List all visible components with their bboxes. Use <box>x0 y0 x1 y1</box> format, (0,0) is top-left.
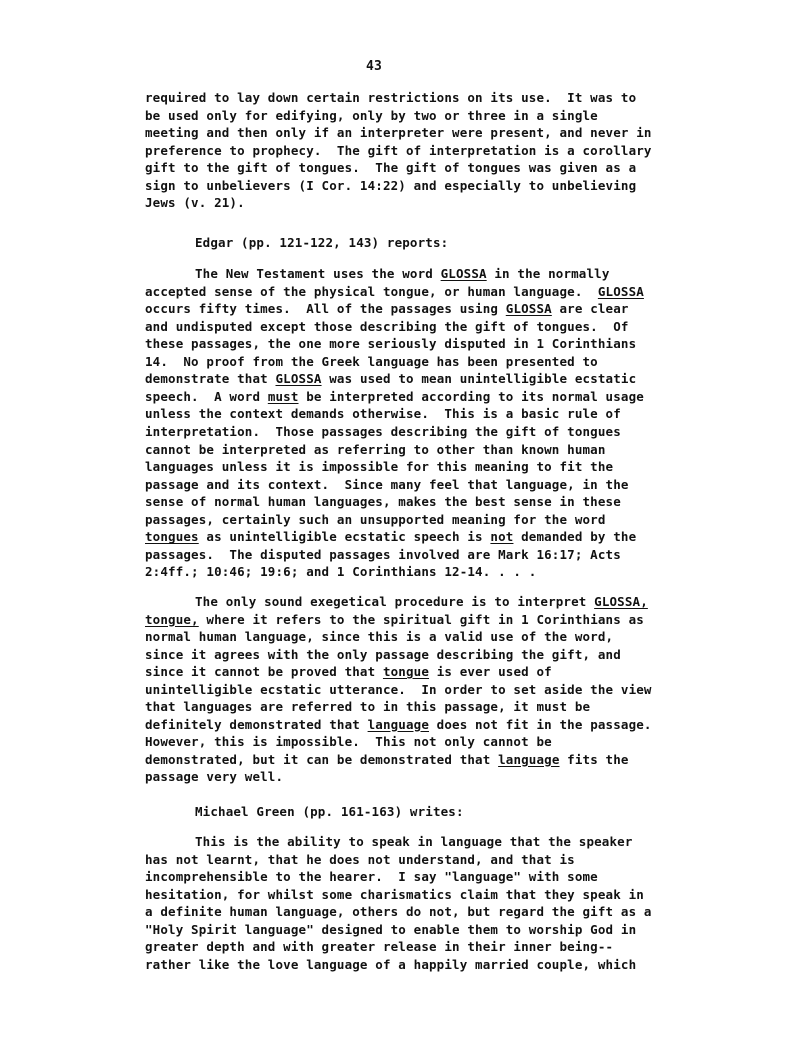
quote-edgar-1-line <box>145 461 613 474</box>
text-run: The only sound exegetical procedure is to interpret <box>195 594 595 609</box>
text-run: demonstrated, but it can be demonstrated that <box>145 751 499 767</box>
quote-green-line <box>145 921 637 937</box>
underlined-term: must <box>267 388 299 404</box>
text-run: sign to unbelievers (I Cor. 14:22) and especially to unbelieving <box>145 177 637 193</box>
text-run: speech. A word <box>145 388 268 404</box>
text-run: 2:4ff.; 10:46; 19:6; and 1 Corinthians 12-14. . . . <box>145 564 537 580</box>
quote-edgar-1-line <box>145 318 629 334</box>
quote-edgar-1-line <box>145 353 598 369</box>
text-run: "Holy Spirit language" designed to enable them to worship God in <box>145 921 637 937</box>
text-run: and undisputed except those describing the gift of tongues. Of <box>145 318 629 334</box>
underlined-term: GLOSSA <box>440 266 487 281</box>
text-run: rather like the love language of a happily married couple, which <box>145 956 637 972</box>
quote-edgar-1-line <box>145 303 629 316</box>
quote-edgar-2-line <box>145 771 283 784</box>
text-run: these passages, the one more seriously disputed in 1 Corinthians <box>145 336 637 352</box>
quote-edgar-2-line <box>145 751 629 767</box>
text-run: passage and its context. Since many feel that language, in the <box>145 476 629 492</box>
underlined-term: tongue, <box>145 611 199 627</box>
quote-edgar-1-line <box>145 423 621 439</box>
text-run: fits the <box>559 751 629 767</box>
para-intro-line <box>145 177 637 193</box>
para-intro-line <box>145 197 245 210</box>
para-green-intro-line <box>195 806 464 819</box>
quote-edgar-1-line <box>145 388 644 404</box>
quote-edgar-2-line <box>145 611 644 627</box>
quote-edgar-2-line <box>145 701 590 714</box>
underlined-term: tongues <box>145 529 199 545</box>
text-run: meeting and then only if an interpreter were present, and never in <box>145 125 652 140</box>
text-run: be interpreted according to its normal usage <box>298 388 644 404</box>
para-intro-line <box>145 127 652 140</box>
text-run: Jews (v. 21). <box>145 195 245 210</box>
text-run: incomprehensible to the hearer. I say "language" with some <box>145 869 598 884</box>
quote-green-line <box>145 956 637 972</box>
quote-edgar-1-line <box>145 546 621 562</box>
text-run: that languages are referred to in this passage, it must be <box>145 699 591 714</box>
page-number: 43 <box>366 59 382 74</box>
quote-edgar-2-line <box>145 666 552 679</box>
text-run: normal human language, since this is a valid use of the word, <box>145 629 614 644</box>
quote-green-line <box>145 886 644 902</box>
underlined-term: GLOSSA <box>275 371 322 387</box>
text-run: greater depth and with greater release in their inner being-- <box>145 939 614 954</box>
underlined-term: tongue <box>382 664 430 679</box>
quote-edgar-1-line <box>145 566 536 579</box>
para-intro-line <box>145 162 636 175</box>
text-run: as unintelligible ecstatic speech is <box>198 529 491 545</box>
quote-edgar-1-line <box>145 373 636 386</box>
text-run: occurs fifty times. All of the passages using <box>145 301 506 317</box>
para-intro-line <box>145 107 598 123</box>
underlined-term: GLOSSA, <box>594 594 648 609</box>
quote-green-line <box>145 871 598 884</box>
quote-edgar-1-line <box>145 476 629 492</box>
text-run: be used only for edifying, only by two or three in a single <box>145 107 598 123</box>
quote-edgar-1-line <box>145 531 636 544</box>
text-run: passage very well. <box>145 769 284 784</box>
text-run: Edgar (pp. 121-122, 143) reports: <box>195 235 449 250</box>
text-run: languages unless it is impossible for this meaning to fit the <box>145 459 614 475</box>
text-run: gift to the gift of tongues. The gift of tongues was given as a <box>145 160 637 175</box>
text-run: cannot be interpreted as referring to other than known human <box>145 441 606 457</box>
para-intro-line <box>145 142 652 158</box>
text-run: preference to prophecy. The gift of interpretation is a corollary <box>145 142 652 158</box>
text-run: This is the ability to speak in language that the speaker <box>195 834 633 849</box>
text-run: are clear <box>551 301 629 317</box>
text-run: The New Testament uses the word <box>195 266 441 281</box>
quote-edgar-2-line <box>145 646 621 662</box>
text-run: required to lay down certain restrictions on its use. It was to <box>145 90 637 105</box>
text-run: sense of normal human languages, makes the best sense in these <box>145 494 621 510</box>
underlined-term: language <box>498 751 560 767</box>
underlined-term: GLOSSA <box>505 301 552 317</box>
quote-edgar-1-line <box>145 283 644 299</box>
quote-edgar-1-line <box>145 511 606 527</box>
text-run: demanded by the <box>513 529 637 545</box>
text-run: 14. No proof from the Greek language has been presented to <box>145 353 598 369</box>
quote-edgar-2-line <box>195 596 648 609</box>
text-run: is ever used of <box>429 664 552 679</box>
para-edgar-intro-line <box>195 237 448 250</box>
text-run: demonstrate that <box>145 371 276 387</box>
quote-green-line <box>145 851 575 867</box>
text-run: has not learnt, that he does not understand, and that is <box>145 851 575 867</box>
text-run: passages. The disputed passages involved are Mark 16:17; Acts <box>145 546 621 562</box>
text-run: since it cannot be proved that <box>145 664 383 679</box>
para-intro-line <box>145 92 636 105</box>
text-run: However, this is impossible. This not only cannot be <box>145 734 552 749</box>
text-run: hesitation, for whilst some charismatics claim that they speak in <box>145 886 644 902</box>
text-run: accepted sense of the physical tongue, or human language. <box>145 283 598 299</box>
quote-green-line <box>195 836 633 849</box>
text-run: Michael Green (pp. 161-163) writes: <box>195 804 464 819</box>
quote-edgar-2-line <box>145 681 652 697</box>
underlined-term: language <box>367 716 429 732</box>
text-run: where it refers to the spiritual gift in 1 Corinthians as <box>198 611 644 627</box>
quote-edgar-1-line <box>145 338 636 351</box>
quote-green-line <box>145 906 652 919</box>
text-run: passages, certainly such an unsupported meaning for the word <box>145 511 606 527</box>
text-run: since it agrees with the only passage describing the gift, and <box>145 646 621 662</box>
text-run: was used to mean unintelligible ecstatic <box>321 371 637 387</box>
quote-edgar-2-line <box>145 716 652 732</box>
quote-edgar-2-line <box>145 736 552 749</box>
text-run: interpretation. Those passages describing the gift of tongues <box>145 423 621 439</box>
quote-edgar-1-line <box>145 496 621 509</box>
quote-edgar-2-line <box>145 631 613 644</box>
quote-edgar-1-line <box>145 441 606 457</box>
quote-green-line <box>145 941 613 954</box>
text-run: definitely demonstrated that <box>145 716 368 732</box>
quote-edgar-1-line <box>195 268 610 281</box>
text-run: unintelligible ecstatic utterance. In order to set aside the view <box>145 681 652 697</box>
underlined-term: GLOSSA <box>597 283 644 299</box>
underlined-term: not <box>490 529 514 545</box>
text-run: does not fit in the passage. <box>429 716 652 732</box>
text-run: a definite human language, others do not, but regard the gift as a <box>145 904 652 919</box>
text-run: unless the context demands otherwise. This is a basic rule of <box>145 406 621 422</box>
quote-edgar-1-line <box>145 408 621 421</box>
text-run: in the normally <box>486 266 610 281</box>
